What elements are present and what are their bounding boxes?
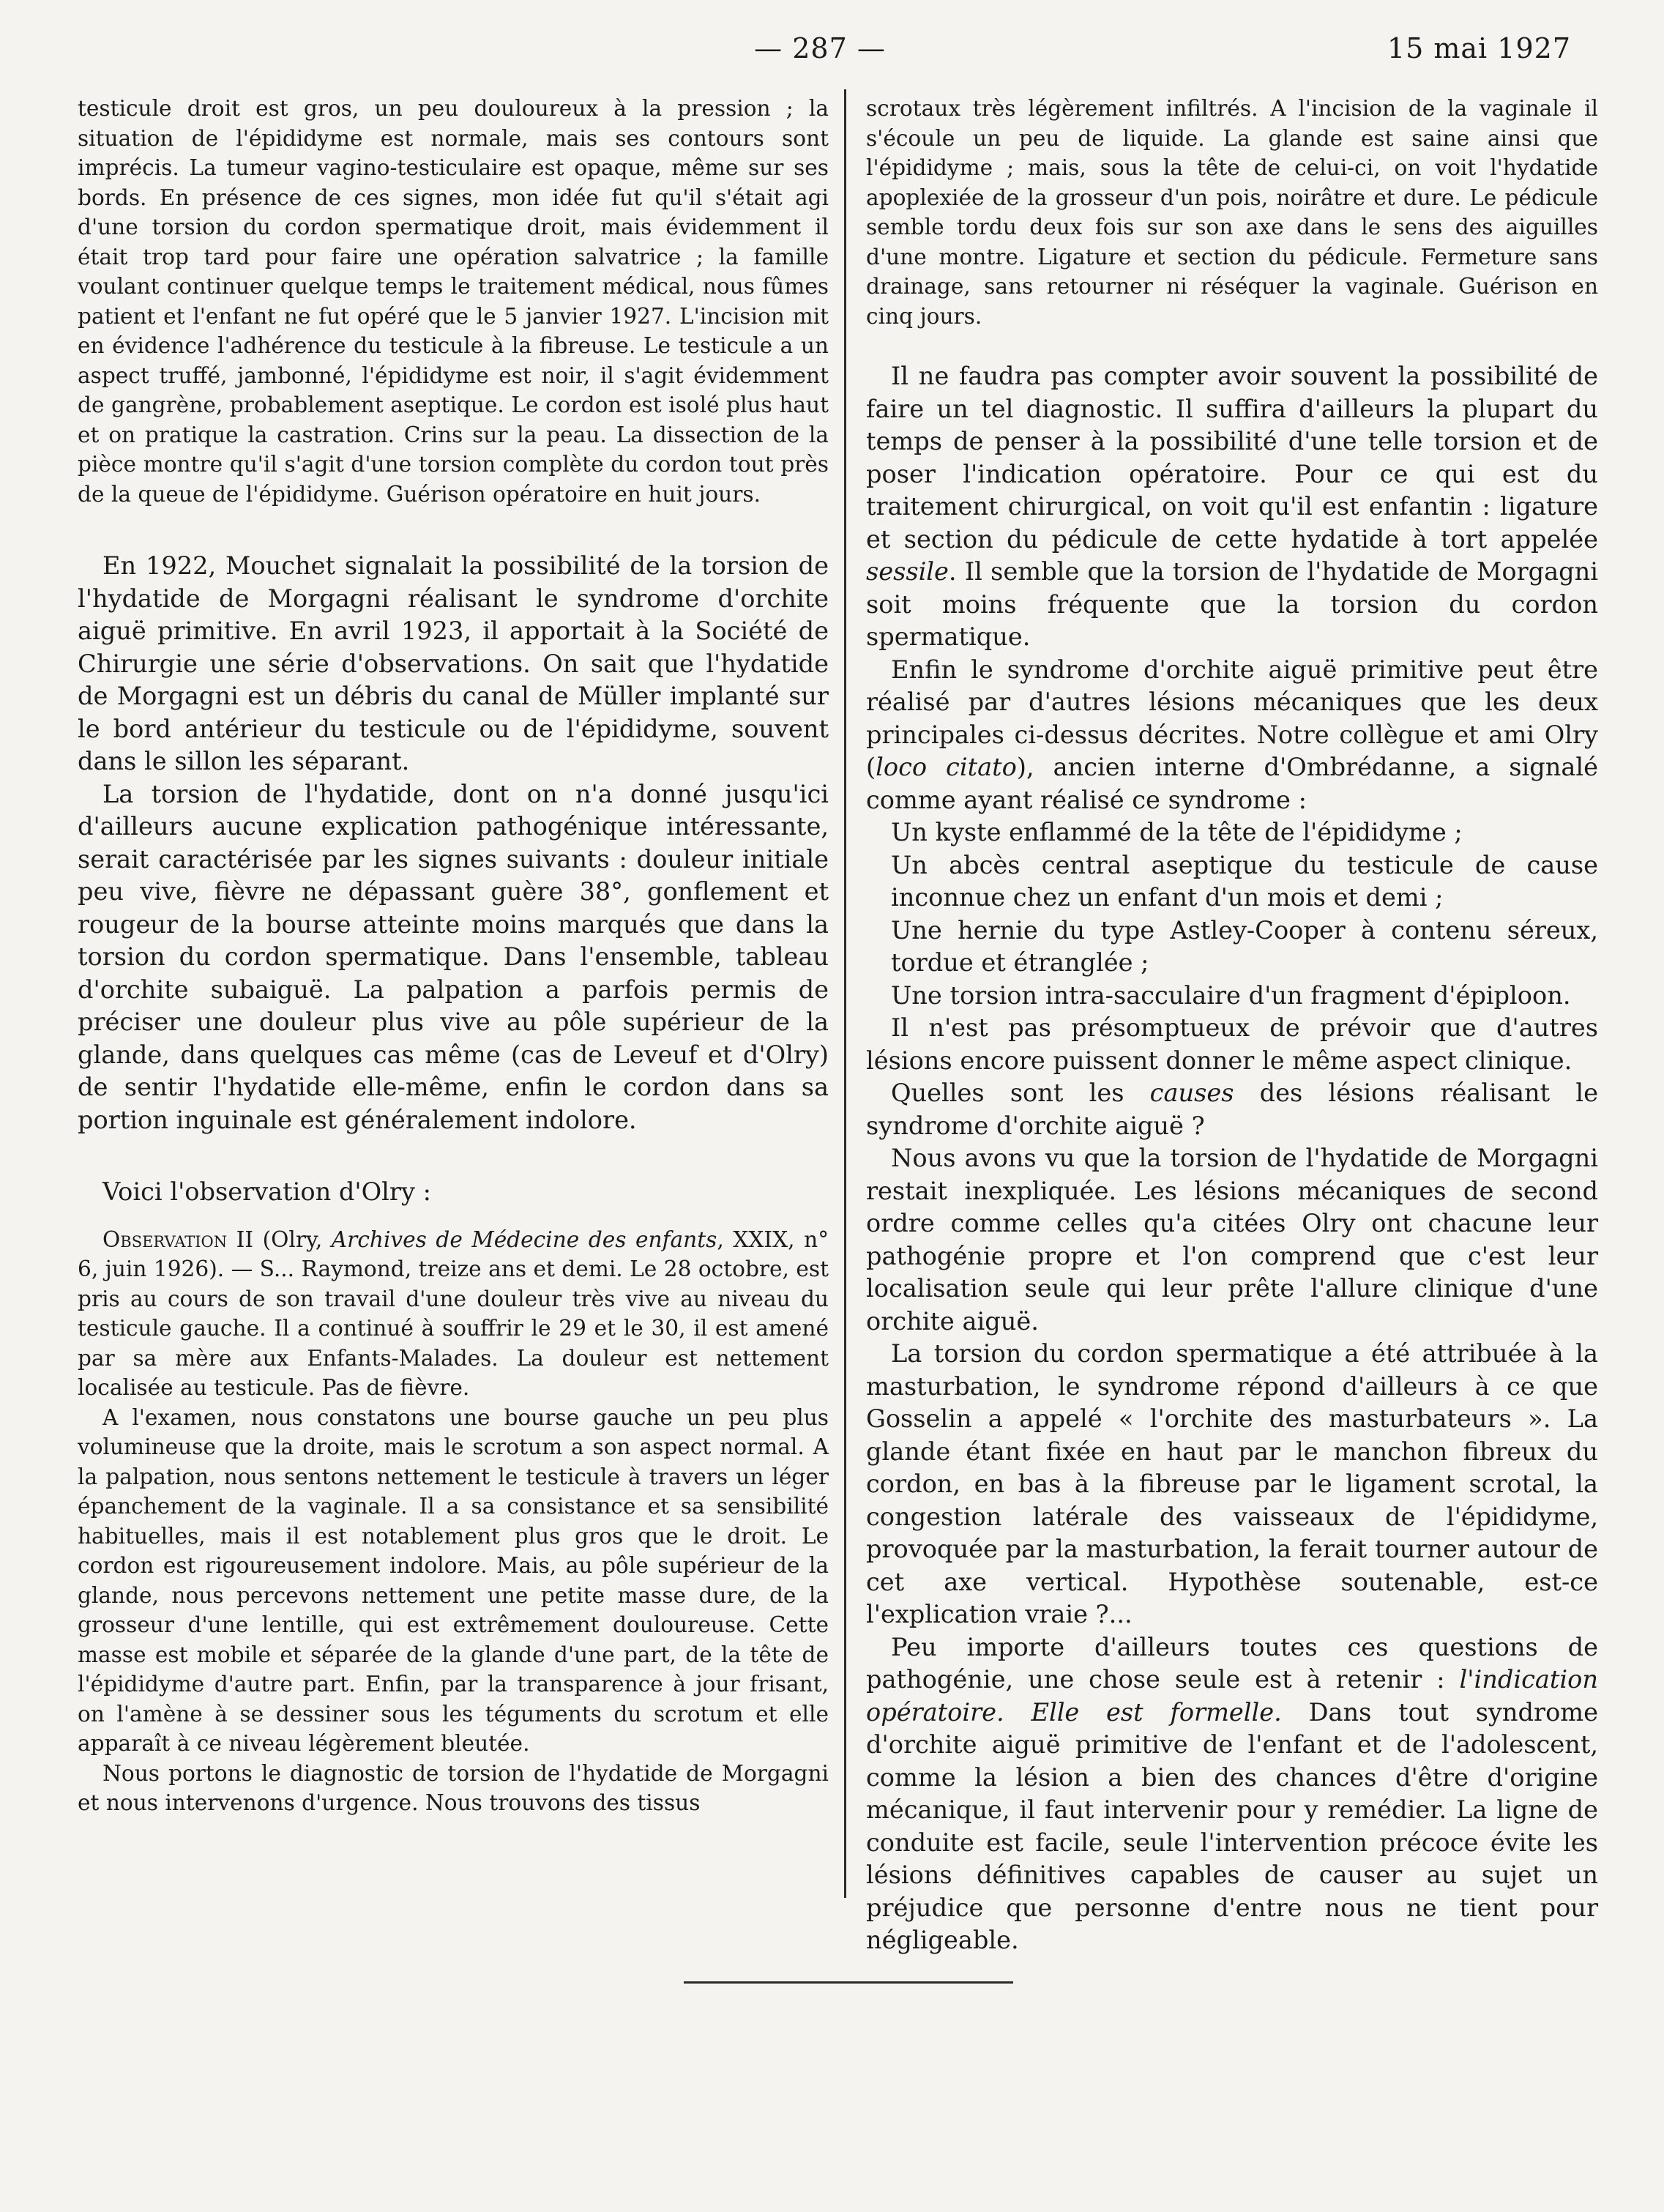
right-column (866, 94, 1598, 1957)
list-item: Une hernie du type Astley-Cooper à contenu séreux, tordue et étranglée ; (891, 915, 1598, 977)
paragraph-conclusion (866, 1631, 1598, 1957)
paragraph-torsion-hydatide: La torsion de l'hydatide, dont on n'a donné jusqu'ici d'ailleurs aucune explication pathogénique intéressante, serait caractérisée par les signes suivants : douleur initiale peu vive, fièvre ne dépassant guère 38°, gonflement et rougeur de la bourse atteinte moins marqués que dans la torsion du cordon spermatique. Dans l'ensemble, tableau d'orchite subaiguë. La palpation a parfois permis de préciser une douleur plus vive au pôle supérieur de la glande, dans quelques cas même (cas de Leveuf et d'Olry) de sentir l'hydatide elle-même, enfin le cordon dans sa portion inguinale est généralement indolore. (78, 779, 829, 1134)
emphasis-sessile: sessile (866, 557, 949, 586)
text-fragment: Enfin le syndrome d'orchite aiguë primitive peut être réalisé par d'autres lésions mécaniques que les deux principales ci-dessus décrites. Notre collègue et ami Olry ( (866, 655, 1598, 781)
observation-ii-exam: A l'examen, nous constatons une bourse gauche un peu plus volumineuse que la droite, mais le scrotum a son aspect normal. A la palpation, nous sentons nettement le testicule à travers un léger épanchement de la vaginale. Il a sa consistance et sa sensibilité habituelles, mais il est notablement plus gros que le droit. Le cordon est rigoureusement indolore. Mais, au pôle supérieur de la glande, nous percevons nettement une petite masse dure, de la grosseur d'une lentille, qui est extrêmement douloureuse. Cette masse est mobile et séparée de la glande d'une part, de la tête de l'épididyme d'autre part. Enfin, par la transparence à jour frisant, on l'amène à se dessiner sous les téguments du scrotum et elle apparaît à ce niveau légèrement bleutée. (78, 1404, 829, 1756)
column-divider (844, 89, 846, 1898)
observation-label: Observation II (102, 1226, 254, 1252)
paragraph-diagnostic (866, 360, 1598, 654)
list-item: Un abcès central aseptique du testicule de cause inconnue chez un enfant d'un mois et demi ; (891, 850, 1598, 912)
list-item: Un kyste enflammé de la tête de l'épididyme ; (891, 818, 1463, 846)
text-fragment: Quelles sont les (891, 1079, 1150, 1107)
paragraph-autres-lesions (866, 654, 1598, 817)
paragraph-masturbation: La torsion du cordon spermatique a été attribuée à la masturbation, le syndrome répond d'ailleurs à ce que Gosselin a appelé « l'orchite des masturbateurs ». La glande étant fixée en haut par le manchon fibreux du cordon, en bas à la fibreuse par le ligament scrotal, la congestion latérale des vaisseaux de l'épididyme, provoquée par la masturbation, la ferait tourner autour de cet axe vertical. Hypothèse soutenable, est-ce l'explication vraie ?... (866, 1339, 1598, 1628)
journal-title: Archives de Médecine des enfants (331, 1226, 717, 1252)
page-number: — 287 — (754, 32, 886, 64)
left-column (78, 94, 829, 1818)
paragraph-inexpliquee: Nous avons vu que la torsion de l'hydatide de Morgagni restait inexpliquée. Les lésions mécaniques de second ordre comme celles qu'a citées Olry ont chacune leur pathogénie propre et l'on comprend que c'est leur localisation seule qui leur prête l'allure clinique d'une orchite aiguë. (866, 1144, 1598, 1336)
paragraph-causes (866, 1077, 1598, 1142)
text-fragment: Il ne faudra pas compter avoir souvent la possibilité de faire un tel diagnostic. Il suffira d'ailleurs la plupart du temps de penser à la possibilité d'une telle torsion et de poser l'indication opératoire. Pour ce qui est du traitement chirurgical, on voit qu'il est enfantin : ligature et section du pédicule de cette hydatide à tort appelée (866, 362, 1598, 554)
list-item: Une torsion intra-sacculaire d'un fragment d'épiploon. (891, 980, 1571, 1010)
paragraph-mouchet: En 1922, Mouchet signalait la possibilité de la torsion de l'hydatide de Morgagni réalisant le syndrome d'orchite aiguë primitive. En avril 1923, il apportait à la Société de Chirurgie une série d'observations. On sait que l'hydatide de Morgagni est un débris du canal de Müller implanté sur le bord antérieur du testicule ou de l'épididyme, souvent dans le sillon les séparant. (78, 551, 829, 775)
page-date: 15 mai 1927 (1387, 32, 1571, 64)
observation-ii (78, 1225, 829, 1403)
emphasis-loco-citato: loco citato (876, 753, 1017, 781)
emphasis-causes: causes (1149, 1079, 1234, 1107)
observation-text-1: (Olry, (262, 1226, 332, 1252)
text-fragment: des lésions réalisant le syndrome d'orchite aiguë ? (866, 1079, 1598, 1140)
observation-end: testicule droit est gros, un peu douloureux à la pression ; la situation de l'épididyme est normale, mais ses contours sont imprécis. La tumeur vagino-testiculaire est opaque, même sur ses bords. En présence de ces signes, mon idée fut qu'il s'était agi d'une torsion du cordon spermatique droit, mais évidemment il était trop tard pour faire une opération salvatrice ; la famille voulant continuer quelque temps le traitement médical, nous fûmes patient et l'enfant ne fut opéré que le 5 janvier 1927. L'incision mit en évidence l'adhérence du testicule à la fibreuse. Le testicule a un aspect truffé, jambonné, l'épididyme est noir, il s'agit évidemment de gangrène, probablement aseptique. Le cordon est isolé plus haut et on pratique la castration. Crins sur la peau. La dissection de la pièce montre qu'il s'agit d'une torsion complète du cordon tout près de la queue de l'épididyme. Guérison opératoire en huit jours. (78, 96, 829, 507)
observation-ii-diagnosis: Nous portons le diagnostic de torsion de l'hydatide de Morgagni et nous intervenons d'urgence. Nous trouvons des tissus (78, 1760, 829, 1815)
text-fragment: ), ancien interne d'Ombrédanne, a signalé comme ayant réalisé ce syndrome : (866, 753, 1598, 814)
paragraph-presomptueux: Il n'est pas présomptueux de prévoir que d'autres lésions encore puissent donner le même aspect clinique. (866, 1013, 1598, 1075)
paragraph-intro-olry: Voici l'observation d'Olry : (102, 1177, 431, 1206)
end-rule (684, 1981, 1013, 1984)
observation-continued: scrotaux très légèrement infiltrés. A l'incision de la vaginale il s'écoule un peu de liquide. La glande est saine ainsi que l'épididyme ; mais, sous la tête de celui-ci, on voit l'hydatide apoplexiée de la grosseur d'un pois, noirâtre et dure. Le pédicule semble tordu deux fois sur son axe dans le sens des aiguilles d'une montre. Ligature et section du pédicule. Fermeture sans drainage, sans retourner ni réséquer la vaginale. Guérison en cinq jours. (866, 96, 1598, 329)
text-fragment: . Il semble que la torsion de l'hydatide de Morgagni soit moins fréquente que la torsion du cordon spermatique. (866, 557, 1598, 651)
text-fragment: Dans tout syndrome d'orchite aiguë primitive de l'enfant et de l'adolescent, comme la lésion a bien des chances d'être d'origine mécanique, il faut intervenir pour y remédier. La ligne de conduite est facile, seule l'intervention précoce évite les lésions définitives capables de causer au sujet un préjudice que personne d'entre nous ne tient pour négligeable. (866, 1697, 1598, 1954)
observation-text-2: , XXIX, n° 6, juin 1926). — S... Raymond, treize ans et demi. Le 28 octobre, est pris au cours de son travail d'une douleur très vive au niveau du testicule gauche. Il a continué à souffrir le 29 et le 30, il est amené par sa mère aux Enfants-Malades. La douleur est nettement localisée au testicule. Pas de fièvre. (78, 1226, 829, 1400)
text-fragment: Peu importe d'ailleurs toutes ces questions de pathogénie, une chose seule est à retenir : (866, 1632, 1598, 1694)
emphasis-indication: l'indication opératoire. Elle est formelle. (866, 1665, 1598, 1727)
